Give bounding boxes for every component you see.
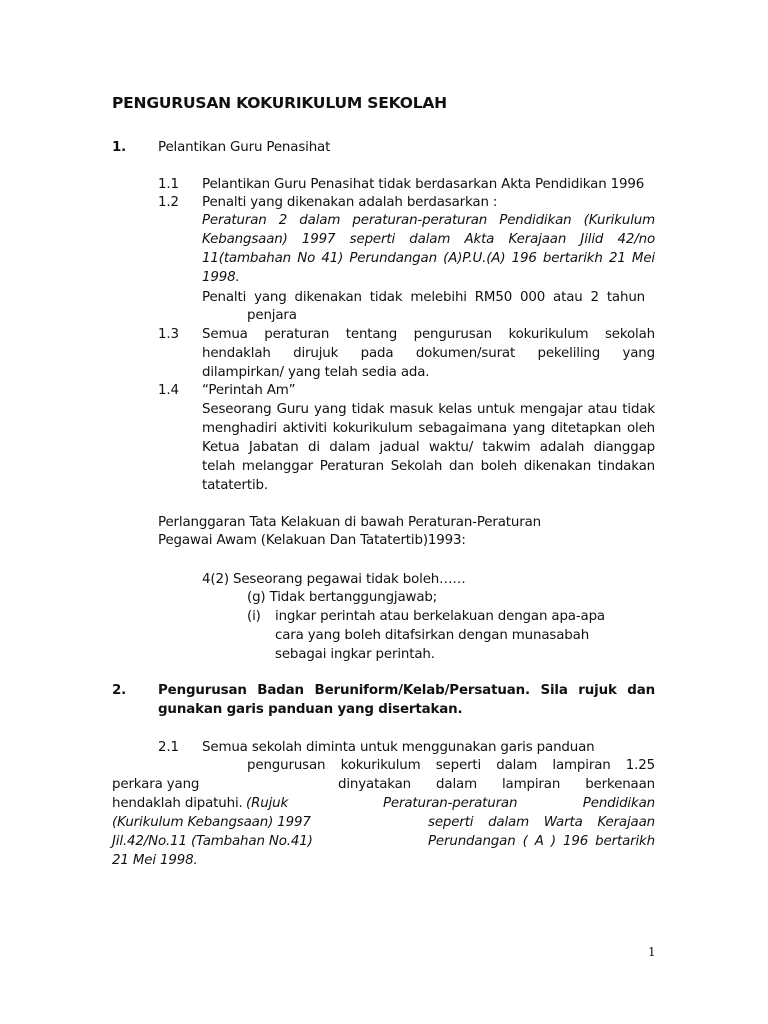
- item-1-3-line: dilampirkan/ yang telah sedia ada.: [202, 365, 430, 380]
- item-2-1-italic-line: Peraturan-peraturan Pendidikan: [383, 796, 655, 811]
- item-2-1-italic-line: (Kurikulum Kebangsaan) 1997: [112, 815, 311, 830]
- section-1-heading: Pelantikan Guru Penasihat: [158, 140, 331, 155]
- section-2-heading-line: Pengurusan Badan Beruniform/Kelab/Persatuan. Sila rujuk dan: [158, 683, 655, 698]
- item-1-3-line: hendaklah dirujuk pada dokumen/surat pekeliling yang: [202, 346, 655, 361]
- regulation-subclause-i-line: sebagai ingkar perintah.: [275, 647, 435, 662]
- regulation-subclause-i-line: ingkar perintah atau berkelakuan dengan apa-apa: [275, 609, 605, 624]
- item-1-2-penalty-line: penjara: [247, 308, 297, 323]
- item-1-2-italic-line: 1998.: [202, 270, 240, 285]
- item-1-2-penalty-line: Penalti yang dikenakan tidak melebihi RM50 000 atau 2 tahun: [202, 290, 645, 305]
- item-1-4-heading: “Perintah Am”: [202, 383, 296, 398]
- item-2-1-italic-line: Jil.42/No.11 (Tambahan No.41): [112, 834, 313, 849]
- item-2-1-italic-line: 21 Mei 1998.: [112, 853, 198, 868]
- item-1-3-number: 1.3: [158, 327, 179, 342]
- item-1-1-text: Pelantikan Guru Penasihat tidak berdasarkan Akta Pendidikan 1996: [202, 177, 645, 192]
- item-2-1-number: 2.1: [158, 740, 179, 755]
- item-2-1-line: dinyatakan dalam lampiran berkenaan: [338, 777, 655, 792]
- item-2-1-italic-line: Perundangan ( A ) 196 bertarikh: [428, 834, 655, 849]
- section-2-number: 2.: [112, 683, 127, 698]
- item-1-1-number: 1.1: [158, 177, 179, 192]
- item-2-1-italic-line: seperti dalam Warta Kerajaan: [428, 815, 655, 830]
- item-2-1-line: Semua sekolah diminta untuk menggunakan garis panduan: [202, 740, 595, 755]
- regulation-subclause-i-label: (i): [247, 609, 261, 624]
- page-number: 1: [648, 945, 656, 959]
- item-1-2-italic-line: Kebangsaan) 1997 seperti dalam Akta Kerajaan Jilid 42/no: [202, 232, 655, 247]
- item-1-2-text: Penalti yang dikenakan adalah berdasarkan :: [202, 195, 498, 210]
- regulation-subclause-i-line: cara yang boleh ditafsirkan dengan munasabah: [275, 628, 590, 643]
- item-2-1-line: pengurusan kokurikulum seperti dalam lampiran 1.25: [247, 758, 655, 773]
- item-1-4-line: Ketua Jabatan di dalam jadual waktu/ takwim adalah dianggap: [202, 440, 655, 455]
- item-1-2-italic-line: Peraturan 2 dalam peraturan-peraturan Pendidikan (Kurikulum: [202, 213, 655, 228]
- regulation-subclause-g: (g) Tidak bertanggungjawab;: [247, 590, 438, 605]
- section-1-number: 1.: [112, 140, 127, 155]
- item-1-4-number: 1.4: [158, 383, 179, 398]
- item-2-1-line: perkara yang: [112, 777, 200, 792]
- page-title: PENGURUSAN KOKURIKULUM SEKOLAH: [112, 94, 447, 112]
- item-1-3-line: Semua peraturan tentang pengurusan kokurikulum sekolah: [202, 327, 655, 342]
- item-1-4-line: telah melanggar Peraturan Sekolah dan boleh dikenakan tindakan: [202, 459, 655, 474]
- item-1-2-number: 1.2: [158, 195, 179, 210]
- item-2-1-italic-line: (Rujuk: [246, 796, 289, 811]
- regulation-clause: 4(2) Seseorang pegawai tidak boleh……: [202, 572, 466, 587]
- item-2-1-line: hendaklah dipatuhi.: [112, 796, 243, 811]
- regulation-intro-line: Pegawai Awam (Kelakuan Dan Tatatertib)1993:: [158, 533, 466, 548]
- regulation-intro-line: Perlanggaran Tata Kelakuan di bawah Peraturan-Peraturan: [158, 515, 541, 530]
- section-2-heading-line: gunakan garis panduan yang disertakan.: [158, 702, 463, 717]
- item-1-2-italic-line: 11(tambahan No 41) Perundangan (A)P.U.(A) 196 bertarikh 21 Mei: [202, 251, 655, 266]
- item-1-4-line: menghadiri aktiviti kokurikulum sebagaimana yang ditetapkan oleh: [202, 421, 655, 436]
- item-1-4-line: Seseorang Guru yang tidak masuk kelas untuk mengajar atau tidak: [202, 402, 655, 417]
- item-1-4-line: tatatertib.: [202, 478, 268, 493]
